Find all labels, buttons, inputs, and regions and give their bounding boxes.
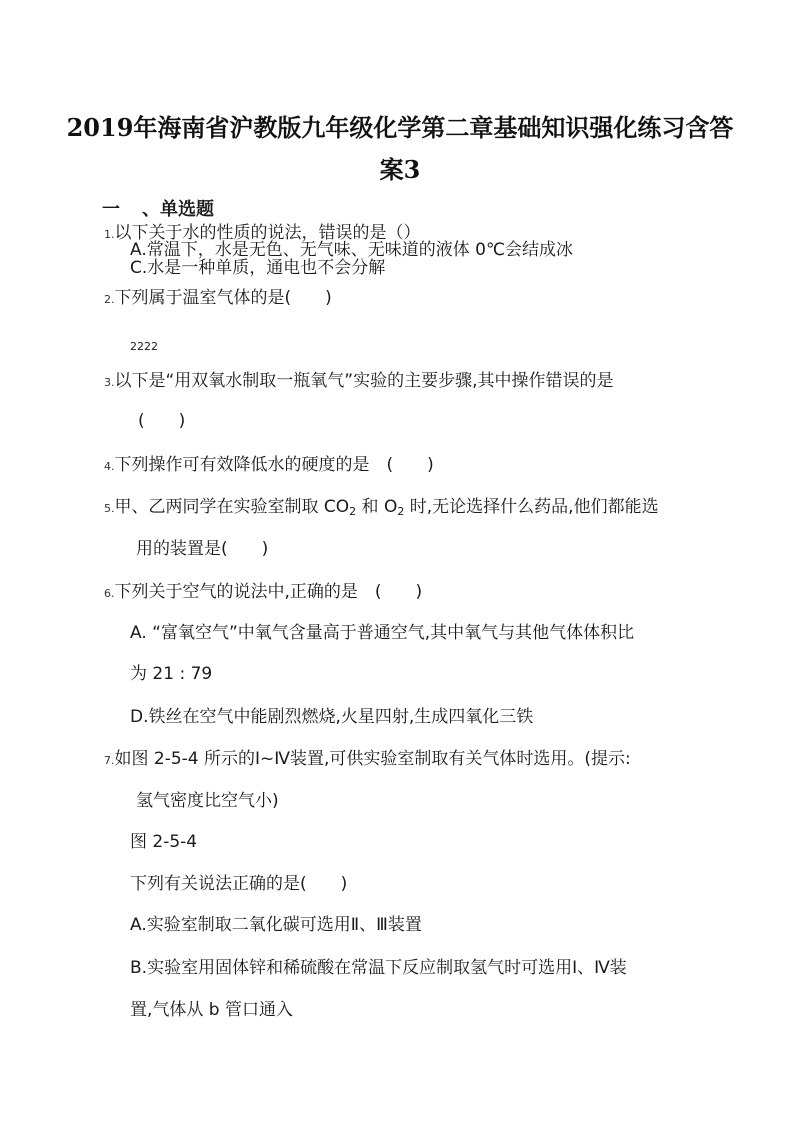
question-text: 以下是“用双氧水制取一瓶氧气”实验的主要步骤,其中操作错误的是 [114, 371, 614, 391]
question-7-option-b-line1: B.实验室用固体锌和稀硫酸在常温下反应制取氢气时可选用Ⅰ、Ⅳ装 [130, 958, 627, 978]
subscript: 2 [349, 505, 357, 518]
question-text-c: 时,无论选择什么药品,他们都能选 [404, 497, 659, 517]
question-1-option-a: A.常温下，水是无色、无气味、无味道的液体 0℃会结成冰 [130, 240, 574, 260]
question-7-continuation: 氢气密度比空气小) [136, 791, 279, 811]
doc-title-line2: 案3 [379, 155, 421, 184]
question-5 [104, 496, 659, 523]
question-4 [104, 454, 434, 478]
question-7-figure-label: 图 2-5-4 [130, 832, 198, 852]
question-text: 下列关于空气的说法中,正确的是 ( ) [114, 582, 423, 602]
doc-title-line1: 2019年海南省沪教版九年级化学第二章基础知识强化练习含答 [66, 113, 734, 142]
question-7-option-a: A.实验室制取二氧化碳可选用Ⅱ、Ⅲ装置 [130, 915, 422, 935]
question-1-option-c: C.水是一种单质，通电也不会分解 [130, 258, 386, 278]
question-number: 4. [104, 460, 115, 473]
question-text: 下列操作可有效降低水的硬度的是 ( ) [114, 455, 434, 475]
question-7-option-b-line2: 置,气体从 b 管口通入 [130, 1000, 294, 1020]
question-number: 6. [104, 587, 115, 600]
question-number: 1. [104, 228, 115, 241]
question-number: 5. [104, 502, 115, 515]
question-5-continuation: 用的装置是( ) [136, 539, 269, 559]
question-7 [104, 748, 631, 772]
question-3 [104, 370, 614, 394]
question-6-option-a-line1: A. “富氧空气”中氧气含量高于普通空气,其中氧气与其他气体体积比 [130, 623, 635, 643]
question-text-b: 和 O [356, 497, 398, 517]
question-text: 如图 2-5-4 所示的Ⅰ~Ⅳ装置,可供实验室制取有关气体时选用。(提示: [114, 749, 631, 769]
section-heading [102, 195, 214, 221]
question-6 [104, 581, 422, 605]
question-6-option-d: D.铁丝在空气中能剧烈燃烧,火星四射,生成四氧化三铁 [130, 707, 534, 727]
section-title: 、单选题 [142, 199, 214, 220]
subscript: 2 [397, 505, 405, 518]
question-2 [104, 287, 332, 311]
question-text: 以下关于水的性质的说法，错误的是（） [114, 223, 421, 243]
question-number: 2. [104, 293, 115, 306]
question-2-extra: 2222 [130, 340, 158, 353]
question-7-prompt: 下列有关说法正确的是( ) [130, 874, 348, 894]
question-text: 下列属于温室气体的是( ) [114, 288, 332, 308]
question-number: 7. [104, 754, 115, 767]
question-3-continuation: ( ) [138, 411, 186, 431]
section-number: 一 [102, 199, 120, 220]
question-number: 3. [104, 376, 115, 389]
question-6-option-a-line2: 为 21 : 79 [130, 664, 213, 684]
question-text-a: 甲、乙两同学在实验室制取 CO [114, 497, 350, 517]
